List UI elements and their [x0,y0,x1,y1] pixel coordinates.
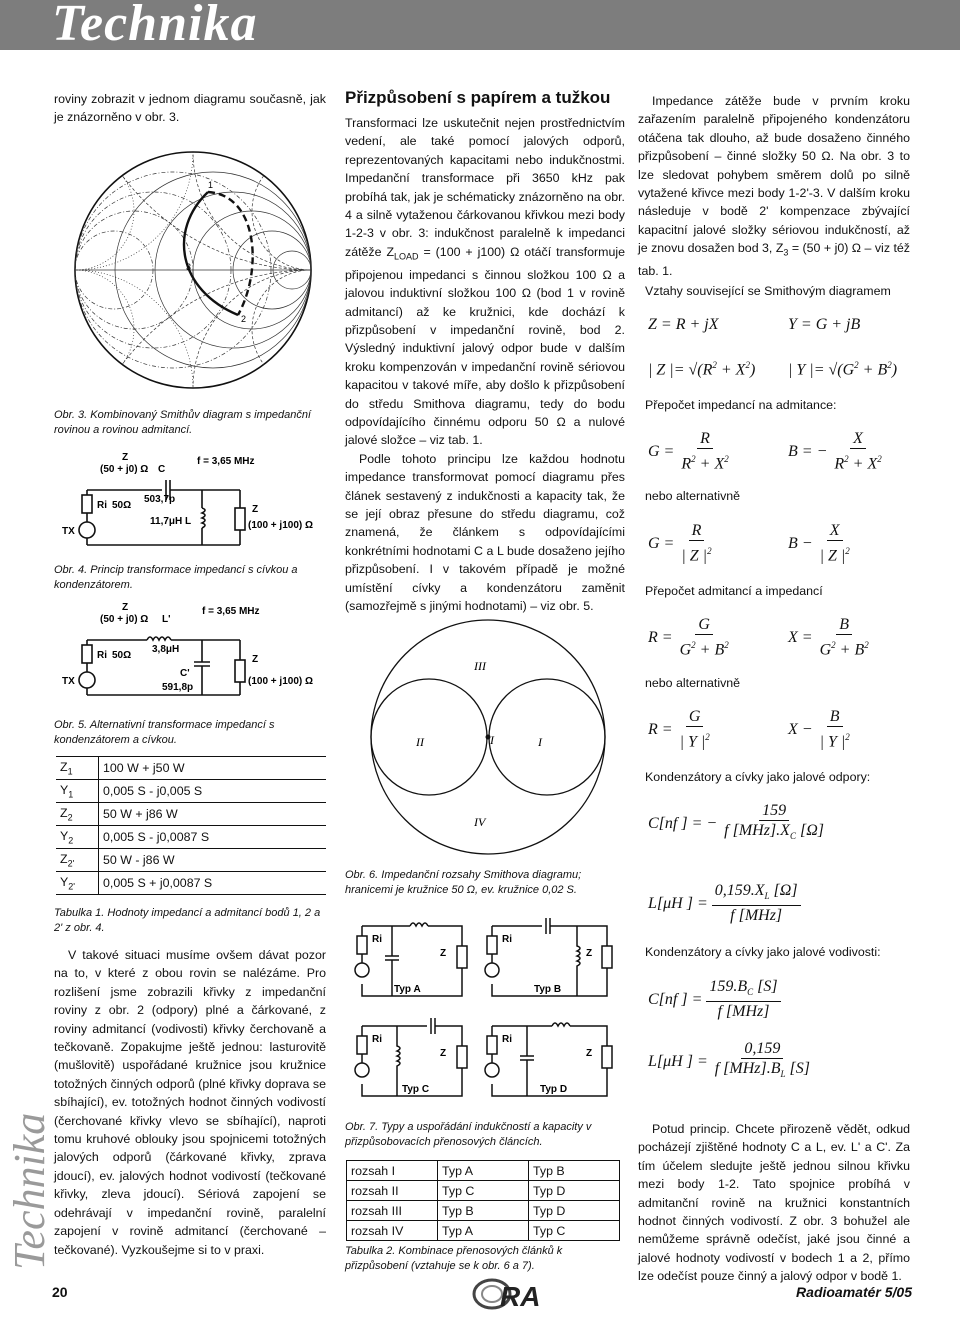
magazine-name: Radioamatér 5/05 [796,1284,912,1300]
formula-z-mag: | Z |= $√(R^2 + X^2)$ [648,360,756,379]
alt-label-1: nebo alternativně [645,489,741,503]
fig7-ri-d: Ri [502,1034,512,1045]
table1 [56,756,326,895]
fig7-zl-d: Z [586,1048,593,1059]
table-row: $Y_1$ 0,005 S - j0,005 S [56,780,326,803]
formula-g: G = $\frac{R}{R^2 + X^2}$ [648,430,729,473]
heading-susceptances: Kondenzátory a cívky jako jalové vodivosti: [645,945,881,959]
fig6-label-iii: III [474,659,486,673]
fig7-ri-b: Ri [502,934,512,945]
fig4-c-label: C [158,464,166,475]
col1-body: V takové situaci musíme ovšem dávat pozor na to, v které z obou rovin se nalézáme. Pro rozlišení jsme zobrazili křivky z impedanční roviny z obr. 2 (odpory) plné a čárkované, z roviny admitancí (vodivosti) křivky čerchovaně a tečkovaně. Zopakujme ještě jednou: lasturovitě (mušlovitě) uspořádané kružnice jsou kružnice totožných činných odporů (plné křivky doprava se sbíhající), ev. totožných hodnot činných vodivostí (čerchované křivky vlevo se sbíhající), naproti tomu kruhové oblouky jsou spojnicemi totožných jalových odporů (čárkované křivky, zprava jdoucí), ev. jalových hodnot vodivostí (tečkované křivky, zleva jdoucí). Sériová zapojení se odehrávají v impedanční rovině, paralelní zapojení v rovině admitancí (čerchované – tečkované). Vyzkoušejme si to v praxi. [54,948,326,1257]
formula-c-nf-b: C[nf ] = $\frac{159.B_C [S]}{\text{f [MHz]}}$ [648,978,781,1022]
fig5-zl: Z [252,654,259,665]
table-row: $Z_2$ 50 W + j86 W [56,803,326,826]
formula-l-uh: L[μH ] = $\frac{0,159.X_L [\Omega]}{\text{f [MHz]}}$ [648,882,801,926]
fig5-caption: Obr. 5. Alternativní transformace impedancí s kondenzátorem a cívkou. [54,719,275,746]
fig4-freq: f = 3,65 MHz [197,456,255,467]
fig7-typc: Typ C [402,1084,430,1095]
fig4-circuit [62,450,334,560]
formula-l-uh-b: L[μH ] = $\frac{0,159}{f [MHz].B_L [S]}$ [648,1040,810,1080]
fig5-tx: TX [62,676,75,687]
section-heading: Přizpůsobení s papírem a tužkou [345,88,611,107]
formula-box-title: Vztahy související se Smithovým diagramem [645,284,891,298]
formula-b: B = − $\frac{X}{R^2 + X^2}$ [788,430,882,473]
fig7-typa: Typ A [394,984,421,995]
fig7-ri-c: Ri [372,1034,382,1045]
fig5-circuit [62,600,334,710]
fig7-zl-a: Z [440,948,447,959]
formula-y: Y = G + jB [788,316,861,333]
heading-reactances: Kondenzátory a cívky jako jalové odpory: [645,770,871,784]
fig5-zl-val: (100 + j100) Ω [248,676,313,687]
table1-caption: Tabulka 1. Hodnoty impedancí a admitancí bodů 1, 2 a 2' z obr. 4. [54,907,321,934]
table-row: $Z_1$ 100 W + j50 W [56,757,326,780]
fig4-zl-val: (100 + j100) Ω [248,520,313,531]
table-row: rozsah I Typ A Typ B [347,1161,620,1181]
col2-body: Transformaci lze uskutečnit nejen prostřednictvím vedení, ale také pomocí jalových odporů, reprezentovaných kapacitami nebo indukčnostmi. Impedanční transformace při 3650 kHz pak probíhá tak, jak je schématicky znázorněno na obr. 4 a silně vytaženou čárkovanou křivkou mezi body 1-2-3 v obr. 3: indukčnost paralelně k impedanci zátěže $Z_{LOAD} = (100 + j100)$ Ω otáčí transformuje připojenou impedanci s činnou složkou 100 Ω a jalovou induktivní složkou 100 Ω (bod 1 v rovině admitancí) až ke kružnici, kde dochází k přizpůsobení v impedanční rovině, bod 2. Výsledný induktivní jalový odpor bude v dalším kroku kompenzován v impedanční rovině sériovou kapacitou v takové míře, aby došlo k přizpůsobení do středu Smithova diagramu, tedy do bodu odpovídajícího činnému odporu 50 Ω a nulové jalové složce – viz tab. 1. Podle tohoto principu lze každou hodnotu impedance transformovat pomocí diagramu přes článek sestavený z indukčnosti a kapacity tak, že se její obraz přesune do středu diagramu, což znamená, že článkem s odpovídajícími konkrétními hodnotami C a L bude dosaženo jejího přizpůsobení. I v takovém případě je možné umístění cívky a kondenzátoru zaměnit (samozřejmě s jinými hodnotami) – viz obr. 5. [345,116,625,614]
heading-adm-to-imp: Přepočet admitancí a impedancí [645,584,823,598]
fig5-c-val: 591,8p [162,682,194,693]
fig5-ri-val: 50Ω [112,650,132,661]
fig7-typd: Typ D [540,1084,568,1095]
fig6-impedance-ranges [368,618,608,856]
formula-y-mag: | Y |= $√(G^2 + B^2)$ [788,360,898,379]
table-row: $Y_{2'}$ 0,005 S + j0,0087 S [56,872,326,895]
fig6-label-ii: II [416,735,424,749]
formula-r-alt: R = $\frac{G}{| Y |^2}$ [648,708,710,751]
fig6-caption: Obr. 6. Impedanční rozsahy Smithova diagramu; hranicemi je kružnice 50 Ω, ev. kružnice 0,02 S. [345,869,582,896]
ra-logo-icon [470,1276,550,1312]
svg-text:2: 2 [241,314,247,324]
heading-imp-to-adm: Přepočet impedancí na admitance: [645,398,837,412]
fig4-ri-val: 50Ω [112,500,132,511]
fig7-caption: Obr. 7. Typy a uspořádání indukčností a kapacity v přizpůsobovacích přenosových článcích. [345,1121,592,1148]
col3-intro: Impedance zátěže bude v prvním kroku zařazením paralelně připojeného kondenzátoru otáčena tak dlouho, až bude dosaženo činného přizpůsobení – činné složky 50 Ω. Na obr. 3 to lze sledovat pohybem směrem dolů po silně vytažené křivce mezi body 1-2'-3. V dalším kroku následuje v bodě 2' kompenzace zbývající kapacitní jalové složky sériovou indukčností, až je znovu dosažen bod 3, $Z_3 = (50 + j0)$ Ω – viz též tab. 1. [638,94,910,279]
fig5-freq: f = 3,65 MHz [202,606,260,617]
fig5-c: C' [180,668,190,679]
footer-logo [470,1276,550,1312]
table-row: rozsah II Typ C Typ D [347,1181,620,1201]
fig4-l: 11,7μH L [150,516,192,527]
table-row: $Y_2$ 0,005 S - j0,0087 S [56,826,326,849]
fig4-ri: Ri [97,500,107,511]
fig6-label-1: I [490,733,494,747]
formula-x-alt: X − $\frac{B}{| Y |^2}$ [788,708,850,751]
formula-c-nf: C[nf ] = − $\frac{159}{f [MHz].X_C [\Omega]}$ [648,802,824,842]
fig6-label-iv: IV [474,815,486,829]
alt-label-2: nebo alternativně [645,676,741,690]
svg-text:RA: RA [500,1281,541,1312]
fig5-zt-label: Z [122,602,129,613]
fig4-tx: TX [62,526,75,537]
fig7-typb: Typ B [534,984,562,995]
fig4-zt-label: Z [122,452,129,463]
fig5-l-val: 3,8μH [152,644,180,655]
formula-z: Z = R + jX [648,316,719,333]
fig4-c-val: 503,7p [144,494,176,505]
fig5-zt-value: (50 + j0) Ω [100,614,149,625]
fig7-zl-c: Z [440,1048,447,1059]
formula-x: X = $\frac{B}{G^2 + B^2}$ [788,616,869,659]
table-row: rozsah III Typ B Typ D [347,1201,620,1221]
fig4-caption: Obr. 4. Princip transformace impedancí s cívkou a kondenzátorem. [54,564,298,591]
fig5-ri: Ri [97,650,107,661]
fig7-ri-a: Ri [372,934,382,945]
fig5-l-label: L' [162,614,171,625]
formula-g-alt: G = $\frac{R}{| Z |^2}$ [648,522,712,565]
fig4-zt-value: (50 + j0) Ω [100,464,149,475]
fig7-circuit-types [352,906,622,1112]
formula-r: R = $\frac{G}{G^2 + B^2}$ [648,616,729,659]
table-row: $Z_{2'}$ 50 W - j86 W [56,849,326,872]
fig7-zl-b: Z [586,948,593,959]
smith-chart-combined [58,140,328,405]
table-row: rozsah IV Typ A Typ C [347,1221,620,1241]
page-header [0,0,960,50]
header-title: Technika [52,0,258,52]
svg-text:1: 1 [208,180,214,190]
side-label: Technika [5,1112,54,1270]
formula-b-alt: B − $\frac{X}{| Z |^2}$ [788,522,850,565]
col3-conclusion: Potud princip. Chcete přirozeně vědět, odkud pocházejí zjištěné hodnoty C a L, ev. L' a C'. Za tím účelem sledujte ještě jednou silnou křivku mezi body 1-2. Tato spojnice probíhá v admitanční rovině na kružnici konstantních hodnot činných vodivostí. Z obr. 3 bohužel ale nemůžeme správně odečíst, jaké jsou činné a jalové hodnoty vodivostí v bodech 1 a 2, přímo lze odečíst pouze činný a jalový odpor v bodě 1. [638,1122,910,1284]
fig3-caption: Obr. 3. Kombinovaný Smithův diagram s impedanční rovinou a rovinou admitancí. [54,409,311,436]
fig4-zl: Z [252,504,259,515]
fig6-label-i: I [538,735,542,749]
table2 [346,1160,620,1241]
table2-caption: Tabulka 2. Kombinace přenosových článků k přizpůsobení (vztahuje se k obr. 6 a 7). [345,1245,563,1272]
col1-intro: roviny zobrazit v jednom diagramu současně, jak je znázorněno v obr. 3. [54,92,326,125]
svg-text:3: 3 [186,262,192,272]
page-number: 20 [52,1284,68,1300]
